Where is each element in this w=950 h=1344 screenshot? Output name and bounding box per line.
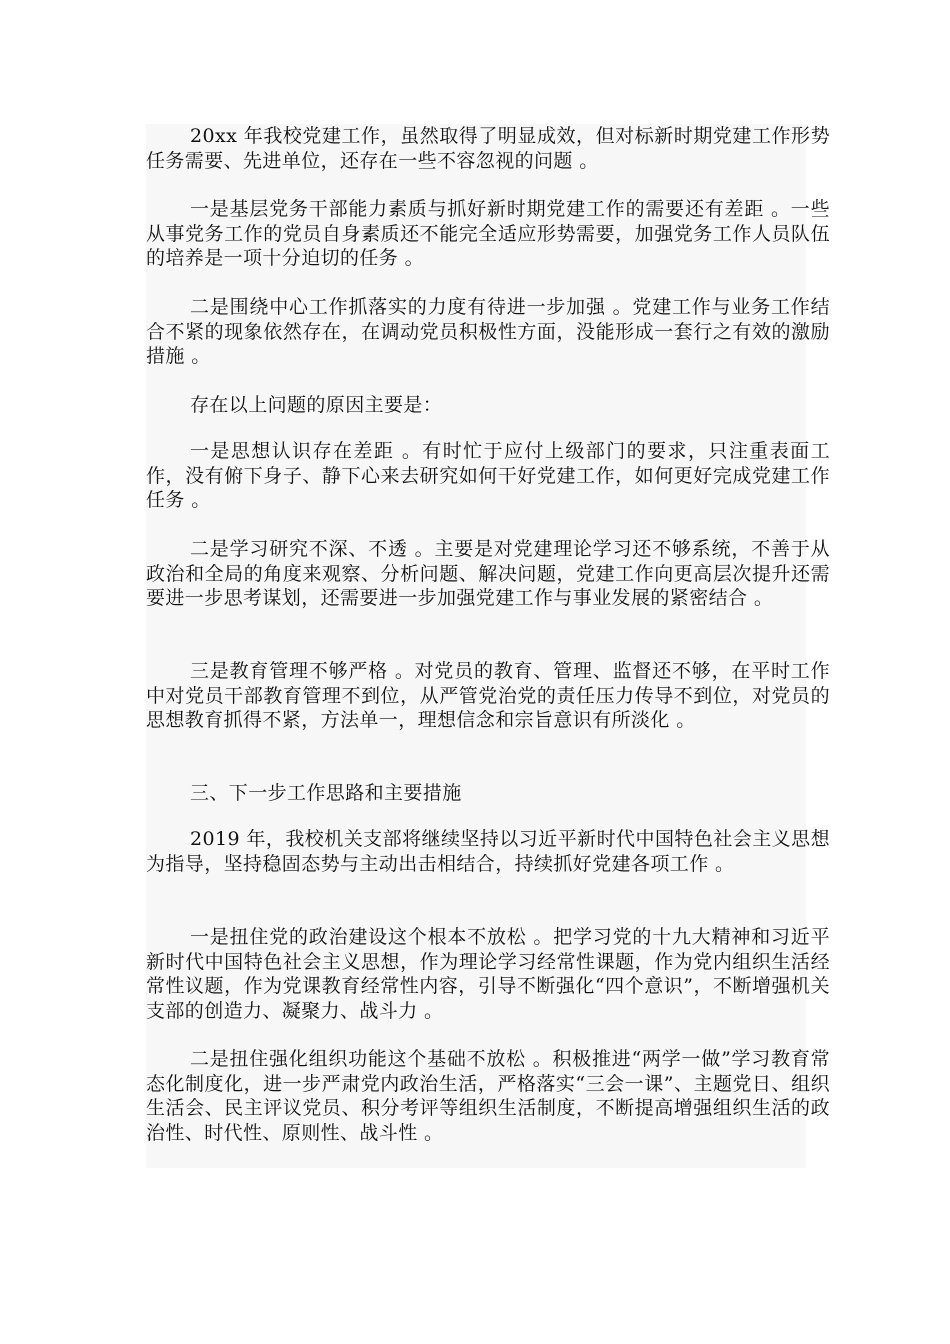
- paragraph-problem-2: 二是围绕中心工作抓落实的力度有待进一步加强 。党建工作与业务工作结合不紧的现象依然存在，在调动党员积极性方面，没能形成一套行之有效的激励措施 。: [146, 296, 830, 367]
- paragraph-intro: 20xx 年我校党建工作，虽然取得了明显成效，但对标新时期党建工作形势任务需要、先进单位，还存在一些不容忽视的问题 。: [146, 125, 830, 172]
- paragraph-measure-1: 一是扭住党的政治建设这个根本不放松 。把学习党的十九大精神和习近平新时代中国特色社会主义思想，作为理论学习经常性课题，作为党内组织生活经常性议题，作为党课教育经常性内容，引导不断强化“四个意识”，不断增强机关支部的创造力、凝聚力、战斗力 。: [146, 926, 830, 1022]
- paragraph-causes-heading: 存在以上问题的原因主要是：: [190, 394, 443, 416]
- section-heading-next-steps: 三、下一步工作思路和主要措施: [190, 782, 462, 804]
- paragraph-measure-2: 二是扭住强化组织功能这个基础不放松 。积极推进“两学一做”学习教育常态化制度化，进一步严肃党内政治生活，严格落实“三会一课”、主题党日、组织生活会、民主评议党员、积分考评等组织生活制度，不断提高增强组织生活的政治性、时代性、原则性、战斗性 。: [146, 1048, 830, 1144]
- paragraph-cause-1: 一是思想认识存在差距 。有时忙于应付上级部门的要求，只注重表面工作，没有俯下身子、静下心来去研究如何干好党建工作，如何更好完成党建工作任务 。: [146, 440, 830, 511]
- paragraph-2019-plan: 2019 年，我校机关支部将继续坚持以习近平新时代中国特色社会主义思想为指导，坚持稳固态势与主动出击相结合，持续抓好党建各项工作 。: [146, 828, 830, 875]
- paragraph-cause-2: 二是学习研究不深、不透 。主要是对党建理论学习还不够系统，不善于从政治和全局的角度来观察、分析问题、解决问题，党建工作向更高层次提升还需要进一步思考谋划，还需要进一步加强党建工作与事业发展的紧密结合 。: [146, 538, 830, 609]
- paragraph-cause-3: 三是教育管理不够严格 。对党员的教育、管理、监督还不够，在平时工作中对党员干部教育管理不到位，从严管党治党的责任压力传导不到位，对党员的思想教育抓得不紧，方法单一，理想信念和宗旨意识有所淡化 。: [146, 660, 830, 731]
- paragraph-problem-1: 一是基层党务干部能力素质与抓好新时期党建工作的需要还有差距 。一些从事党务工作的党员自身素质还不能完全适应形势需要，加强党务工作人员队伍的培养是一项十分迫切的任务 。: [146, 198, 830, 269]
